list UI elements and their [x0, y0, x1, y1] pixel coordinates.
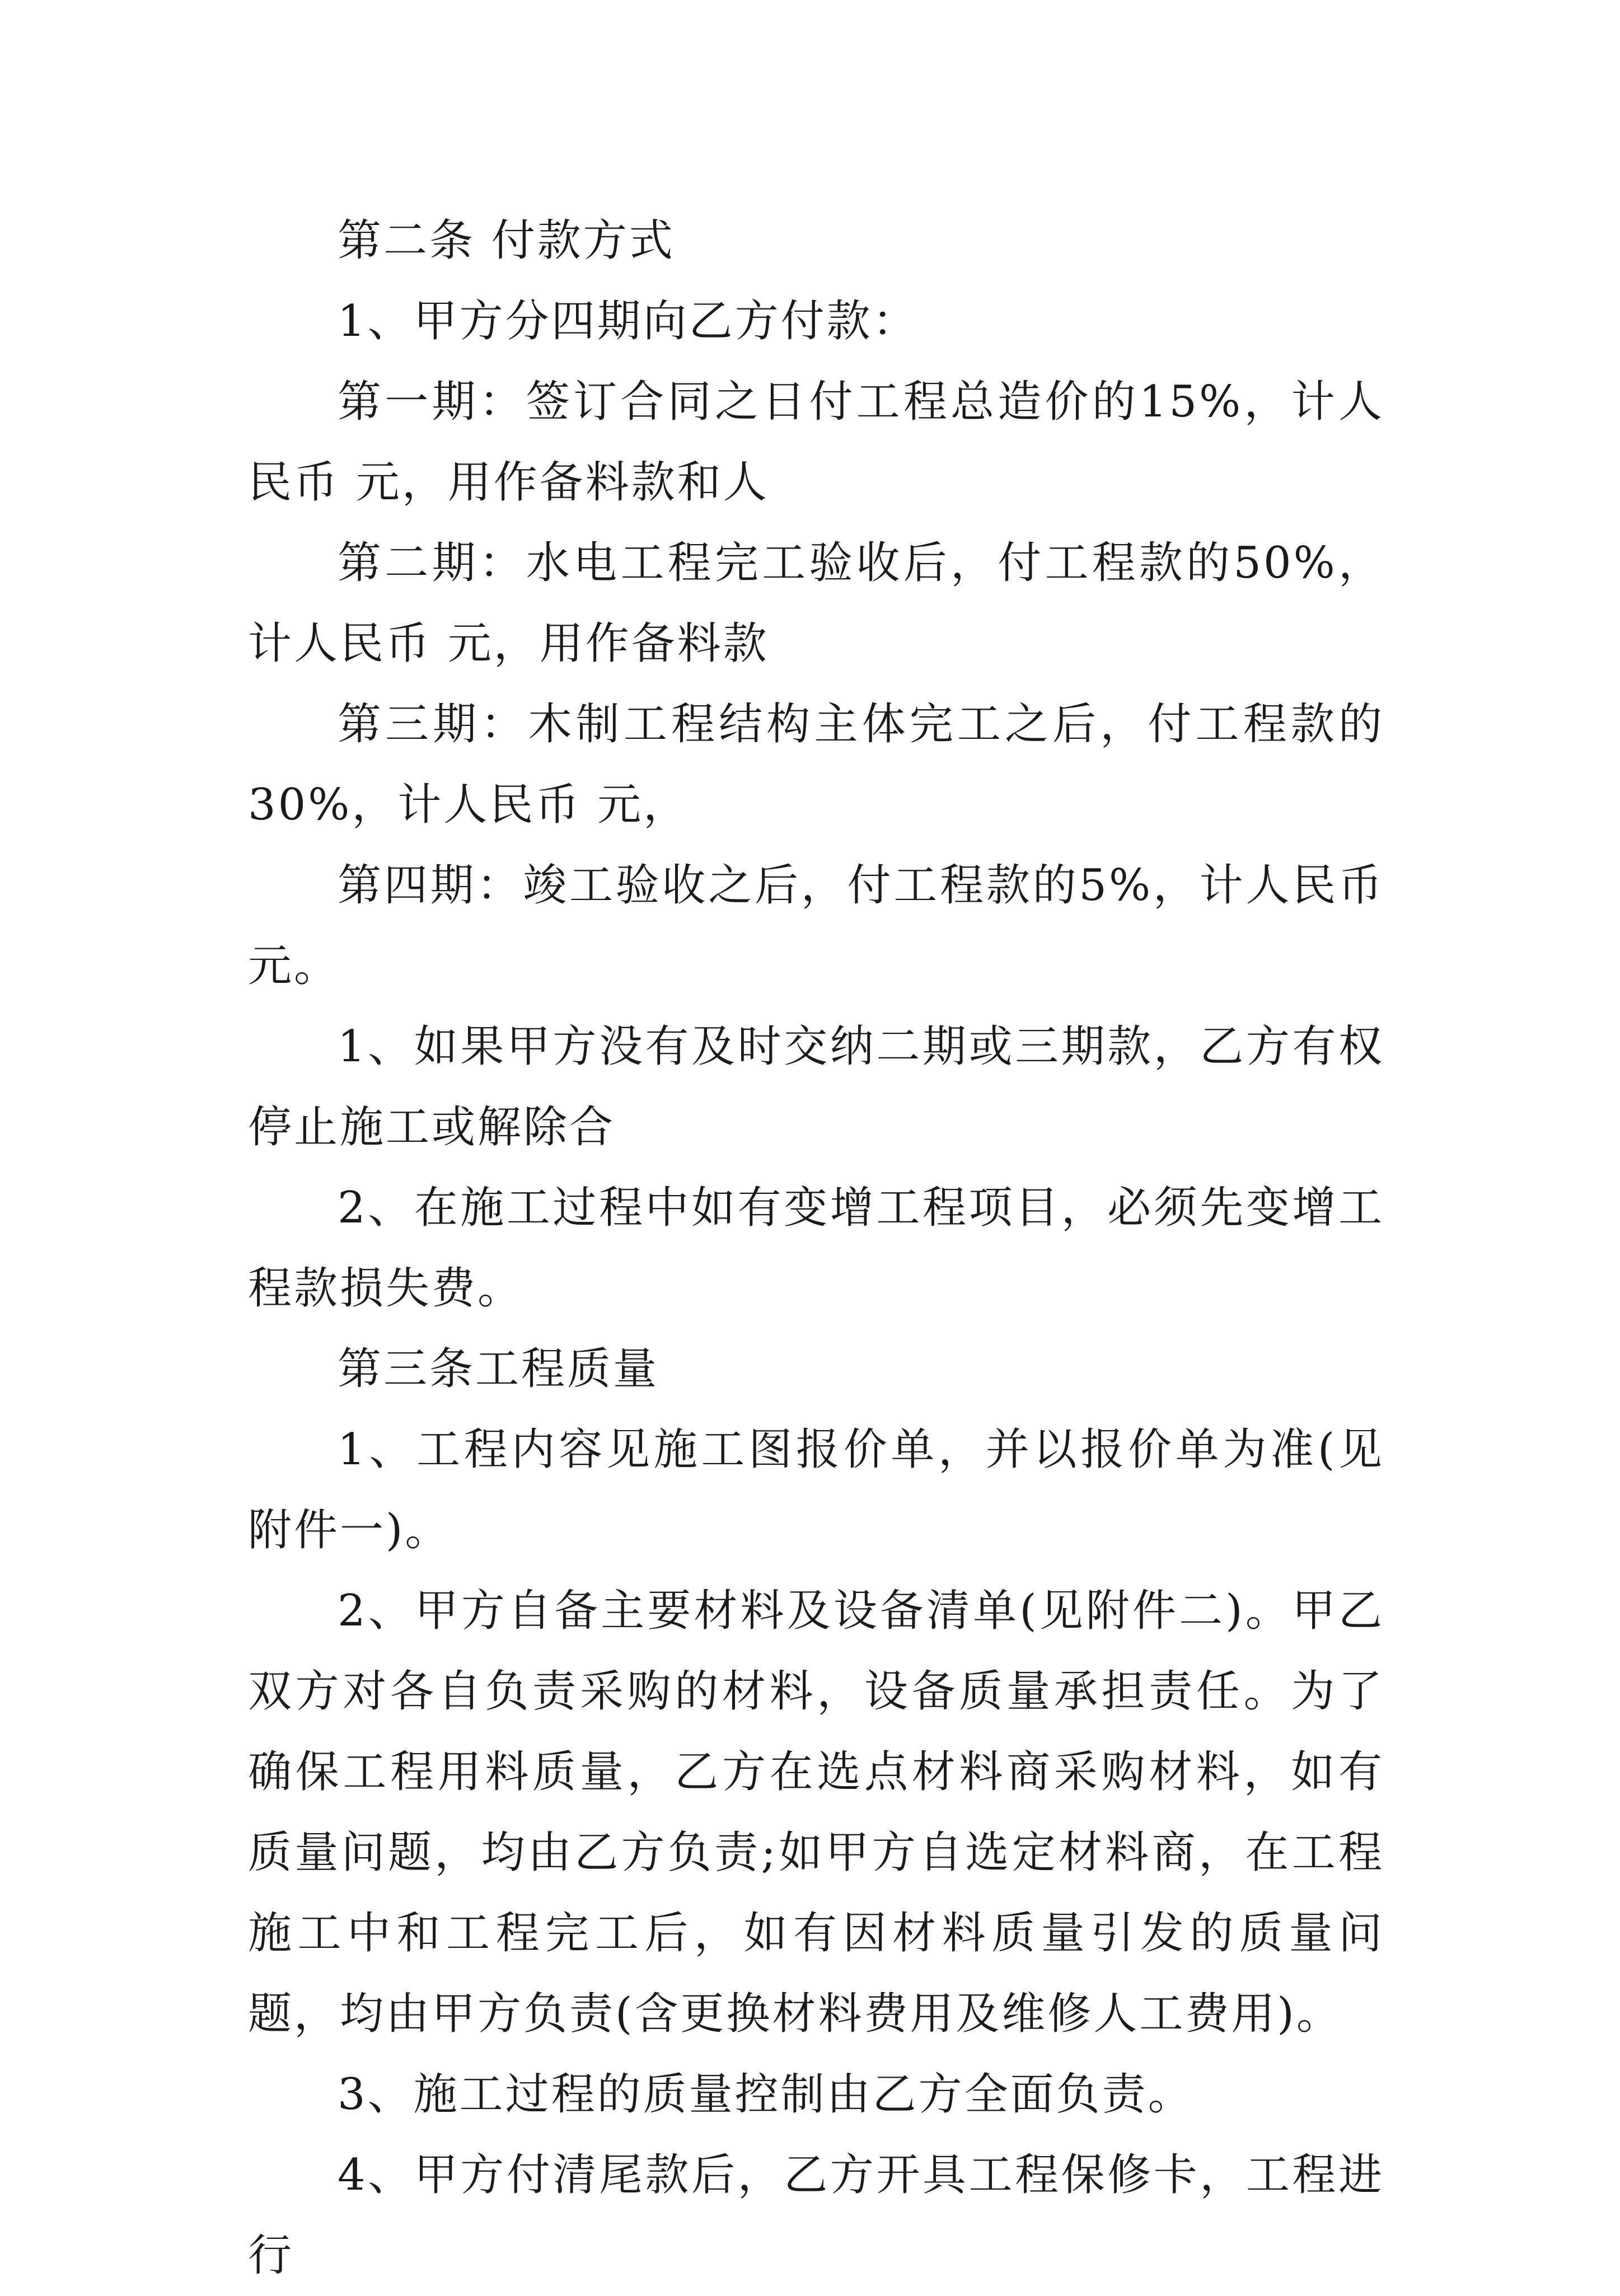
document-body — [248, 200, 1384, 2296]
paragraph-phase-two: 第二期：水电工程完工验收后，付工程款的50%，计人民币 元，用作备料款 — [248, 538, 1384, 669]
paragraph-materials: 2、甲方自备主要材料及设备清单(见附件二)。甲乙双方对各自负责采购的材料，设备质量承担责任。为了确保工程用料质量，乙方在选点材料商采购材料，如有质量问题，均由乙方负责;如甲方自选定材料商，在工程施工中和工程完工后，如有因材料质量引发的质量问题，均由甲方负责(含更换材料费用及维修人工费用)。 — [248, 1586, 1384, 2039]
paragraph-change-orders: 2、在施工过程中如有变增工程项目，必须先变增工程款损失费。 — [248, 1183, 1384, 1314]
section-heading-quality: 第三条工程质量 — [338, 1344, 659, 1394]
paragraph-quality-control: 3、施工过程的质量控制由乙方全面负责。 — [338, 2069, 1194, 2120]
paragraph-late-payment: 1、如果甲方没有及时交纳二期或三期款，乙方有权停止施工或解除合 — [248, 1022, 1384, 1152]
paragraph-installments: 1、甲方分四期向乙方付款： — [338, 296, 919, 346]
paragraph-phase-four: 第四期：竣工验收之后，付工程款的5%，计人民币 元。 — [248, 860, 1384, 991]
paragraph-phase-one: 第一期：签订合同之日付工程总造价的15%，计人民币 元，用作备料款和人 — [248, 377, 1384, 508]
paragraph-warranty: 4、甲方付清尾款后，乙方开具工程保修卡，工程进行 — [248, 2150, 1384, 2281]
paragraph-phase-three: 第三期：木制工程结构主体完工之后，付工程款的30%，计人民币 元， — [248, 699, 1384, 830]
section-heading-payment: 第二条 付款方式 — [338, 215, 675, 266]
paragraph-scope: 1、工程内容见施工图报价单，并以报价单为准(见附件一)。 — [248, 1425, 1384, 1555]
